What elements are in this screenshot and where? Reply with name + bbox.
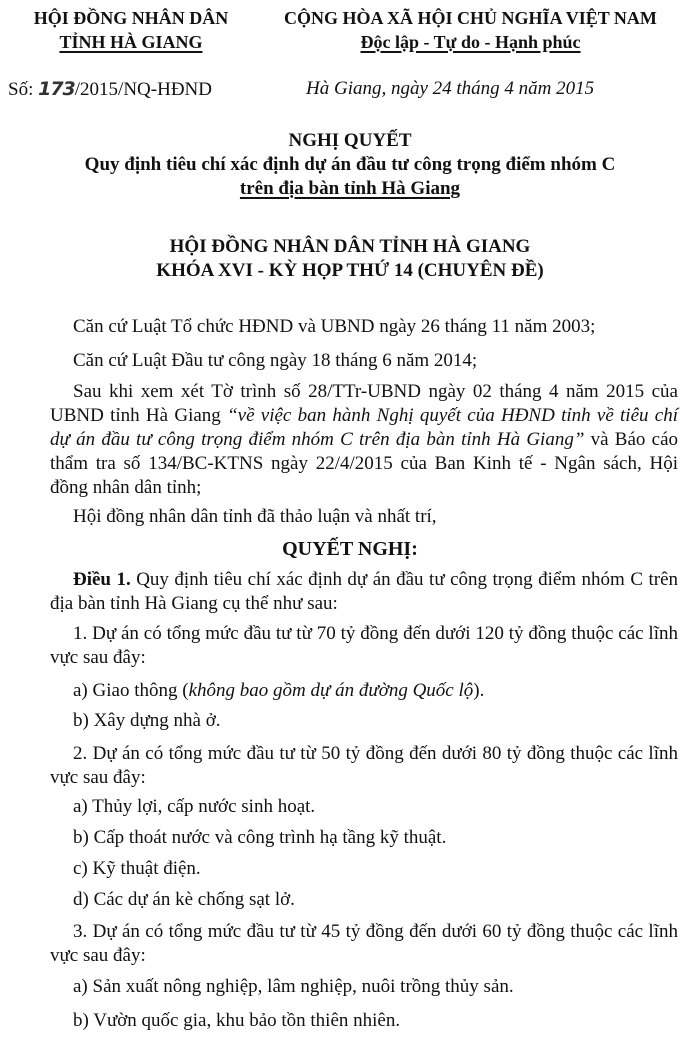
clause-1-item-a [73,680,484,702]
national-motto-text: Độc lập - Tự do - Hạnh phúc [360,32,581,52]
resolution-heading: QUYẾT NGHỊ: [282,538,418,560]
clause-1-item-b: b) Xây dựng nhà ở. [73,710,221,731]
document-type-title: NGHỊ QUYẾT [288,130,412,151]
authority-line1: HỘI ĐỒNG NHÂN DÂN TỈNH HÀ GIANG [169,236,531,257]
clause-1-item-a-italic: không bao gồm dự án đường Quốc lộ [188,680,474,701]
document-number-suffix: /2015/NQ-HĐND [74,79,212,100]
agreement-statement: Hội đồng nhân dân tỉnh đã thảo luận và nhất trí, [73,506,437,527]
clause-2-item-c: c) Kỹ thuật điện. [73,858,201,879]
document-number-handwritten: 173 [38,78,75,100]
national-title: CỘNG HÒA XÃ HỘI CHỦ NGHĨA VIỆT NAM [284,8,657,28]
document-number-prefix: Số: [8,79,34,100]
document-number [8,78,212,101]
legal-basis-1: Căn cứ Luật Tổ chức HĐND và UBND ngày 26 tháng 11 năm 2003; [73,316,596,337]
document-subject-line1: Quy định tiêu chí xác định dự án đầu tư công trọng điểm nhóm C [84,154,616,175]
authority-line2: KHÓA XVI - KỲ HỌP THỨ 14 (CHUYÊN ĐỀ) [156,260,544,281]
clause-3-item-b: b) Vườn quốc gia, khu bảo tồn thiên nhiên. [73,1010,401,1031]
clause-3-item-a: a) Sản xuất nông nghiệp, lâm nghiệp, nuôi trồng thủy sản. [73,976,514,997]
clause-1-item-a-prefix: a) Giao thông ( [73,680,189,701]
issuing-org-name: HỘI ĐỒNG NHÂN DÂN [33,8,229,28]
review-paragraph [50,380,678,500]
issuing-org-province [0,32,262,53]
clause-2: 2. Dự án có tổng mức đầu tư từ 50 tỷ đồng đến dưới 80 tỷ đồng thuộc các lĩnh vực sau đây: [50,743,678,788]
document-subject-line2 [0,178,700,200]
issuing-org-province-text: TỈNH HÀ GIANG [59,32,203,52]
clause-2-item-d: d) Các dự án kè chống sạt lở. [73,889,295,910]
review-text-2: và Báo cáo thẩm tra số 134/BC-KTNS ngày 22/4/2015 của Ban Kinh tế - Ngân sách, Hội đồng nhân dân tỉnh; [50,429,679,498]
review-text-italic: “về việc ban hành Nghị quyết của HĐND tỉnh về tiêu chí dự án đầu tư công trọng điểm nhóm C trên địa bàn tỉnh Hà Giang” [50,405,678,450]
review-text-1: Sau khi xem xét Tờ trình số 28/TTr-UBND ngày 02 tháng 4 năm 2015 của UBND tỉnh Hà Giang [50,381,678,426]
clause-3: 3. Dự án có tổng mức đầu tư từ 45 tỷ đồng đến dưới 60 tỷ đồng thuộc các lĩnh vực sau đây: [50,921,678,966]
article-1-label: Điều 1. [73,569,131,590]
article-1-text: Quy định tiêu chí xác định dự án đầu tư công trọng điểm nhóm C trên địa bàn tỉnh Hà Giang cụ thể như sau: [50,569,679,614]
national-motto [258,32,683,53]
issue-date: Hà Giang, ngày 24 tháng 4 năm 2015 [306,78,595,99]
legal-basis-2: Căn cứ Luật Đầu tư công ngày 18 tháng 6 năm 2014; [73,350,478,371]
clause-1: 1. Dự án có tổng mức đầu tư từ 70 tỷ đồng đến dưới 120 tỷ đồng thuộc các lĩnh vực sau đây: [50,623,678,668]
clause-2-item-a: a) Thủy lợi, cấp nước sinh hoạt. [73,796,316,817]
clause-1-item-a-suffix: ). [473,680,485,701]
article-1 [50,568,678,616]
document-subject-line2-text: trên địa bàn tỉnh Hà Giang [239,178,461,199]
clause-2-item-b: b) Cấp thoát nước và công trình hạ tầng kỹ thuật. [73,827,447,848]
